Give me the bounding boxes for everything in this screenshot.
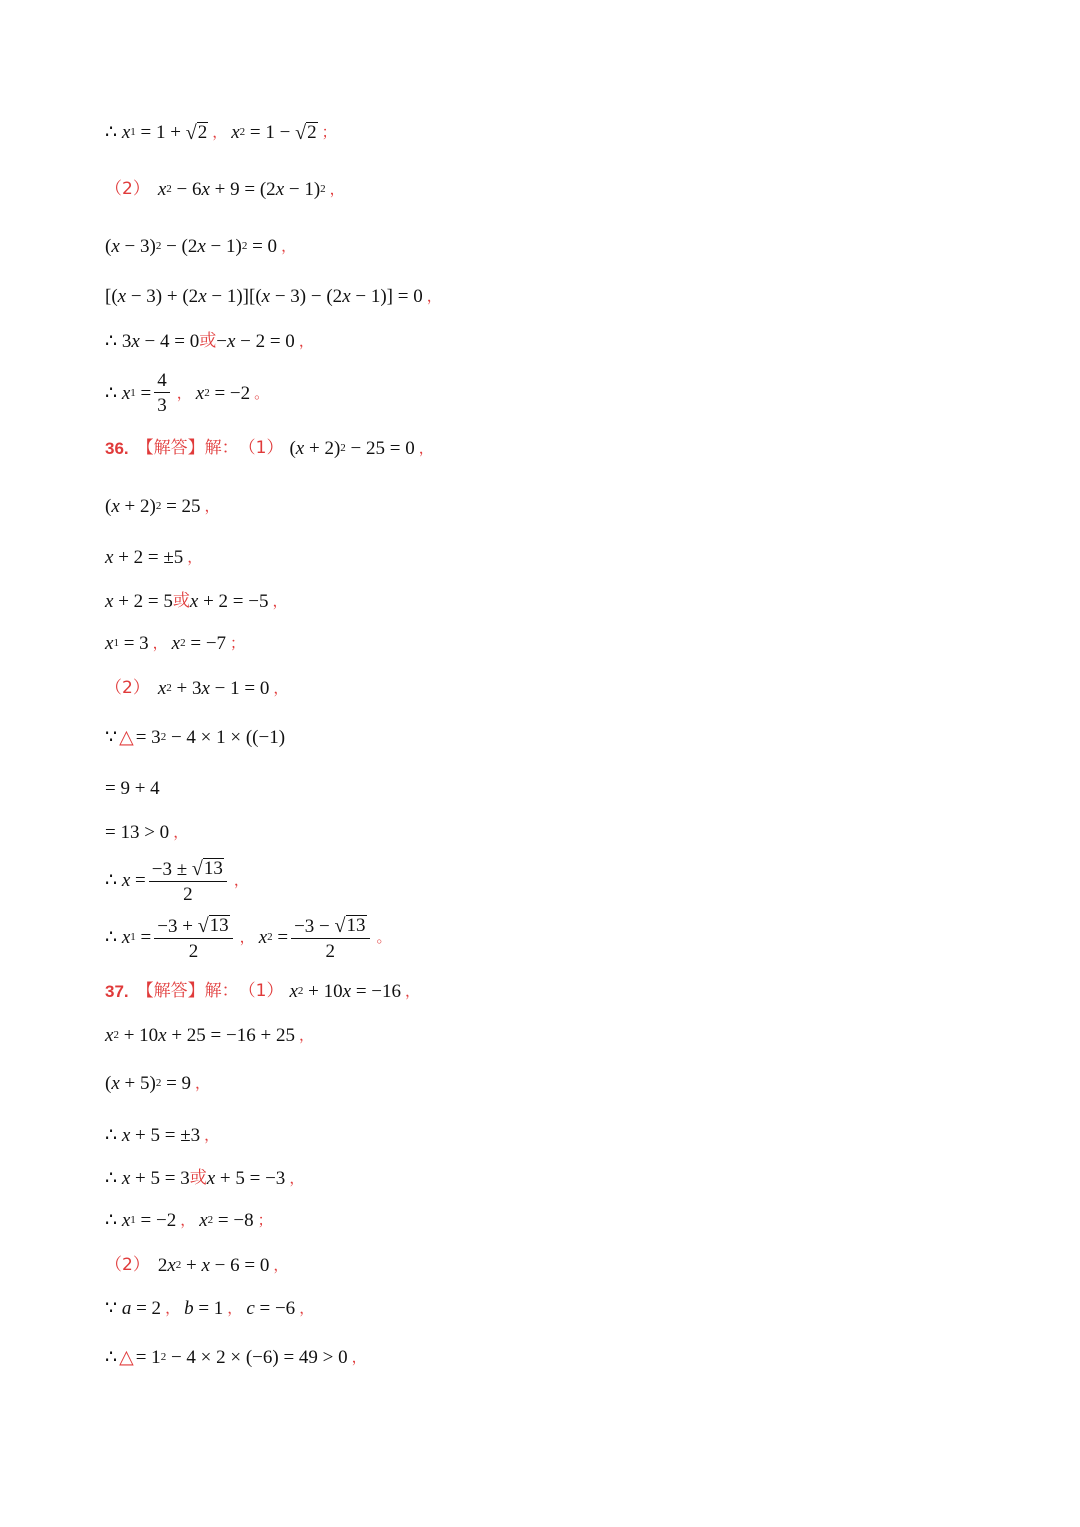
question-36-header: 36. 【解答】解： （1） ( x + 2) 2 − 25 = 0 ， [105,438,434,459]
line-3: ( x − 3) 2 − (2 x − 1) 2 = 0 ， [105,236,297,257]
line-5: ∴ 3 x − 4 = 0 或 − x − 2 = 0 ， [105,331,314,352]
line-37-7: ∵ a = 2 ， b = 1 ， c = −6 ， [105,1298,315,1319]
line-6: ∴ x 1 = $\frac{4}{3}$ ， x 2 = −2 。 [105,370,270,416]
line-1: ∴ x 1 = 1 + √ 2 ， x 2 = 1 − √ 2 ； [105,121,337,144]
question-37-header: 37. 【解答】解： （1） x 2 + 10 x = −16 ， [105,981,421,1002]
line-36-2: x + 2 = ±5 ， [105,547,203,568]
line-36-4: x 1 = 3 ， x 2 = −7 ； [105,633,246,654]
line-37-5: ∴ x 1 = −2 ， x 2 = −8 ； [105,1210,273,1231]
line-36-1: ( x + 2) 2 = 25 ， [105,496,220,517]
line-37-1: x 2 + 10 x + 25 = −16 + 25 ， [105,1025,314,1046]
line-36-10: ∴ x 1 = −3 + √ 13 2 ， x 2 = −3 − √ 13 2 。 [105,914,392,962]
line-36-6: ∵ △ = 3 2 − 4 × 1 × ((−1) [105,727,286,748]
line-37-8: ∴ △ = 1 2 − 4 × 2 × (−6) = 49 > 0 ， [105,1347,367,1368]
line-36-3: x + 2 = 5 或 x + 2 = −5 ， [105,591,288,612]
line-4: [( x − 3) + (2 x − 1)][( x − 3) − (2 x − 1)] = 0 ， [105,286,442,307]
line-36-8: = 13 > 0 ， [105,822,189,843]
line-36-9: ∴ x = −3 ± √ 13 2 ， [105,857,249,905]
line-37-2: ( x + 5) 2 = 9 ， [105,1073,211,1094]
line-36-5: （2） x 2 + 3 x − 1 = 0 ， [105,678,289,699]
line-37-4: ∴ x + 5 = 3 或 x + 5 = −3 ， [105,1168,305,1189]
line-37-3: ∴ x + 5 = ±3 ， [105,1125,220,1146]
line-2: （2） x 2 − 6 x + 9 = (2 x − 1) 2 ， [105,179,345,200]
line-37-6: （2） 2 x 2 + x − 6 = 0 ， [105,1255,289,1276]
line-36-7: = 9 + 4 [105,778,160,799]
